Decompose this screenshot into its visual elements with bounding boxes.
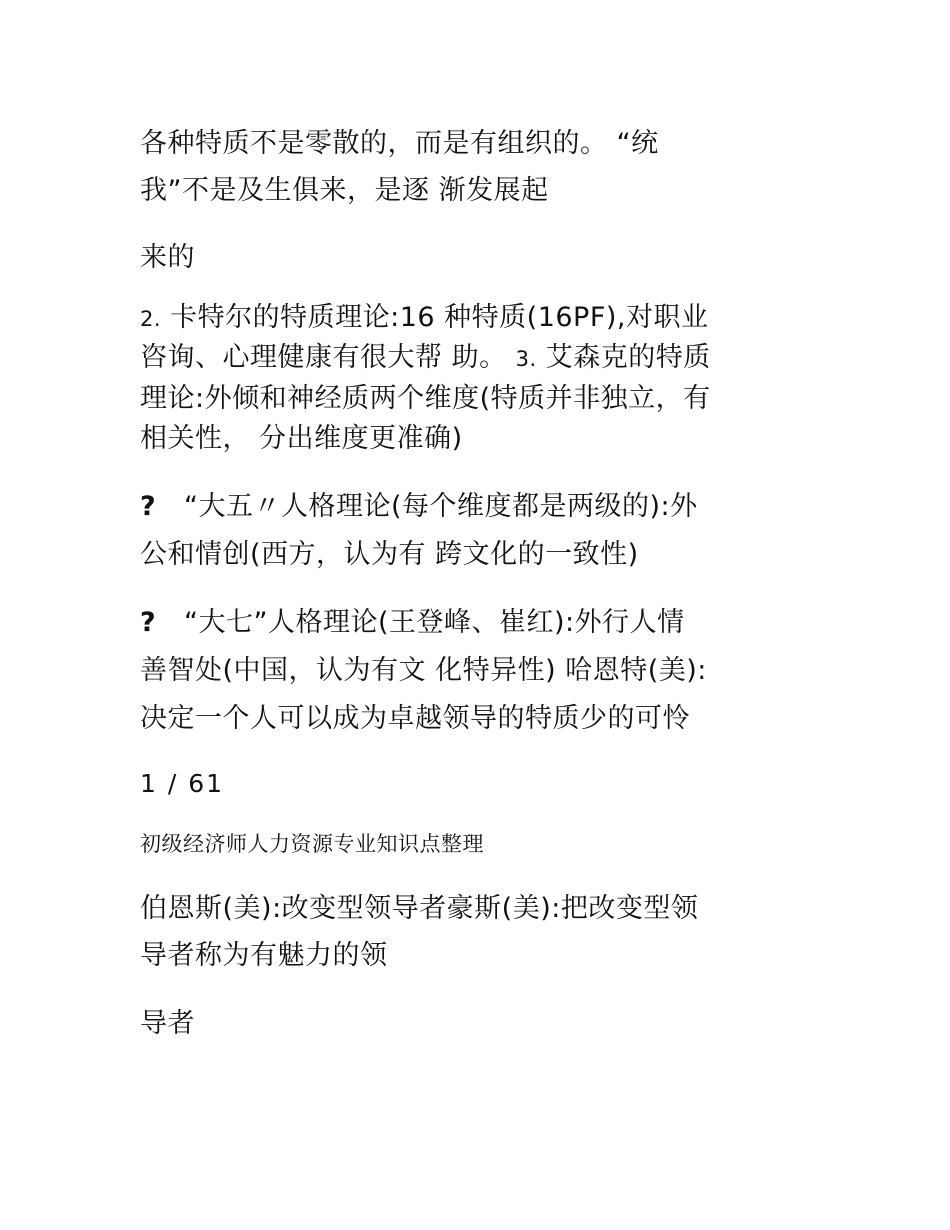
paragraph-5-line-2: 导者称为有魅力的领	[140, 940, 388, 971]
paragraph-2-line-1	[140, 301, 708, 336]
paragraph-2-line-4: 相关性， 分出维度更准确)	[140, 423, 463, 454]
paragraph-4-line-3: 决定一个人可以成为卓越领导的特质少的可怜	[140, 703, 690, 734]
paragraph-1-line-1: 各种特质不是零散的，而是有组织的。 “统	[140, 128, 659, 159]
big-seven-text: “大七”人格理论(王登峰、崔红):外行人情	[184, 607, 685, 638]
eysenck-theory-text: 艾森克的特质	[536, 342, 711, 373]
bullet-marker: ?	[140, 607, 157, 638]
list-number-3: 3.	[515, 347, 537, 371]
paragraph-1-line-2: 我”不是及生俱来，是逐 渐发展起	[140, 175, 549, 206]
paragraph-2-line-3: 理论:外倾和神经质两个维度(特质并非独立，有	[140, 383, 711, 414]
paragraph-5-line-1: 伯恩斯(美):改变型领导者豪斯(美):把改变型领	[140, 893, 699, 924]
bullet-marker: ?	[140, 491, 157, 522]
page-number: 1 / 61	[140, 769, 225, 798]
list-number-2: 2.	[140, 307, 162, 331]
running-title: 初级经济师人力资源专业知识点整理	[140, 832, 484, 856]
paragraph-4-line-1	[140, 606, 685, 640]
paragraph-4-line-2: 善智处(中国，认为有文 化特异性) 哈恩特(美):	[140, 655, 707, 686]
cattell-theory-text: 卡特尔的特质理论:16 种特质(16PF),对职业	[161, 302, 709, 333]
paragraph-3-line-1	[140, 490, 698, 524]
counseling-text: 咨询、心理健康有很大帮 助。	[140, 342, 516, 373]
big-five-text: “大五〃人格理论(每个维度都是两级的):外	[184, 491, 698, 522]
paragraph-5-line-3: 导者	[140, 1008, 195, 1039]
paragraph-2-line-2	[140, 341, 711, 376]
paragraph-1-line-3: 来的	[140, 242, 195, 273]
paragraph-3-line-2: 公和情创(西方，认为有 跨文化的一致性)	[140, 539, 639, 570]
